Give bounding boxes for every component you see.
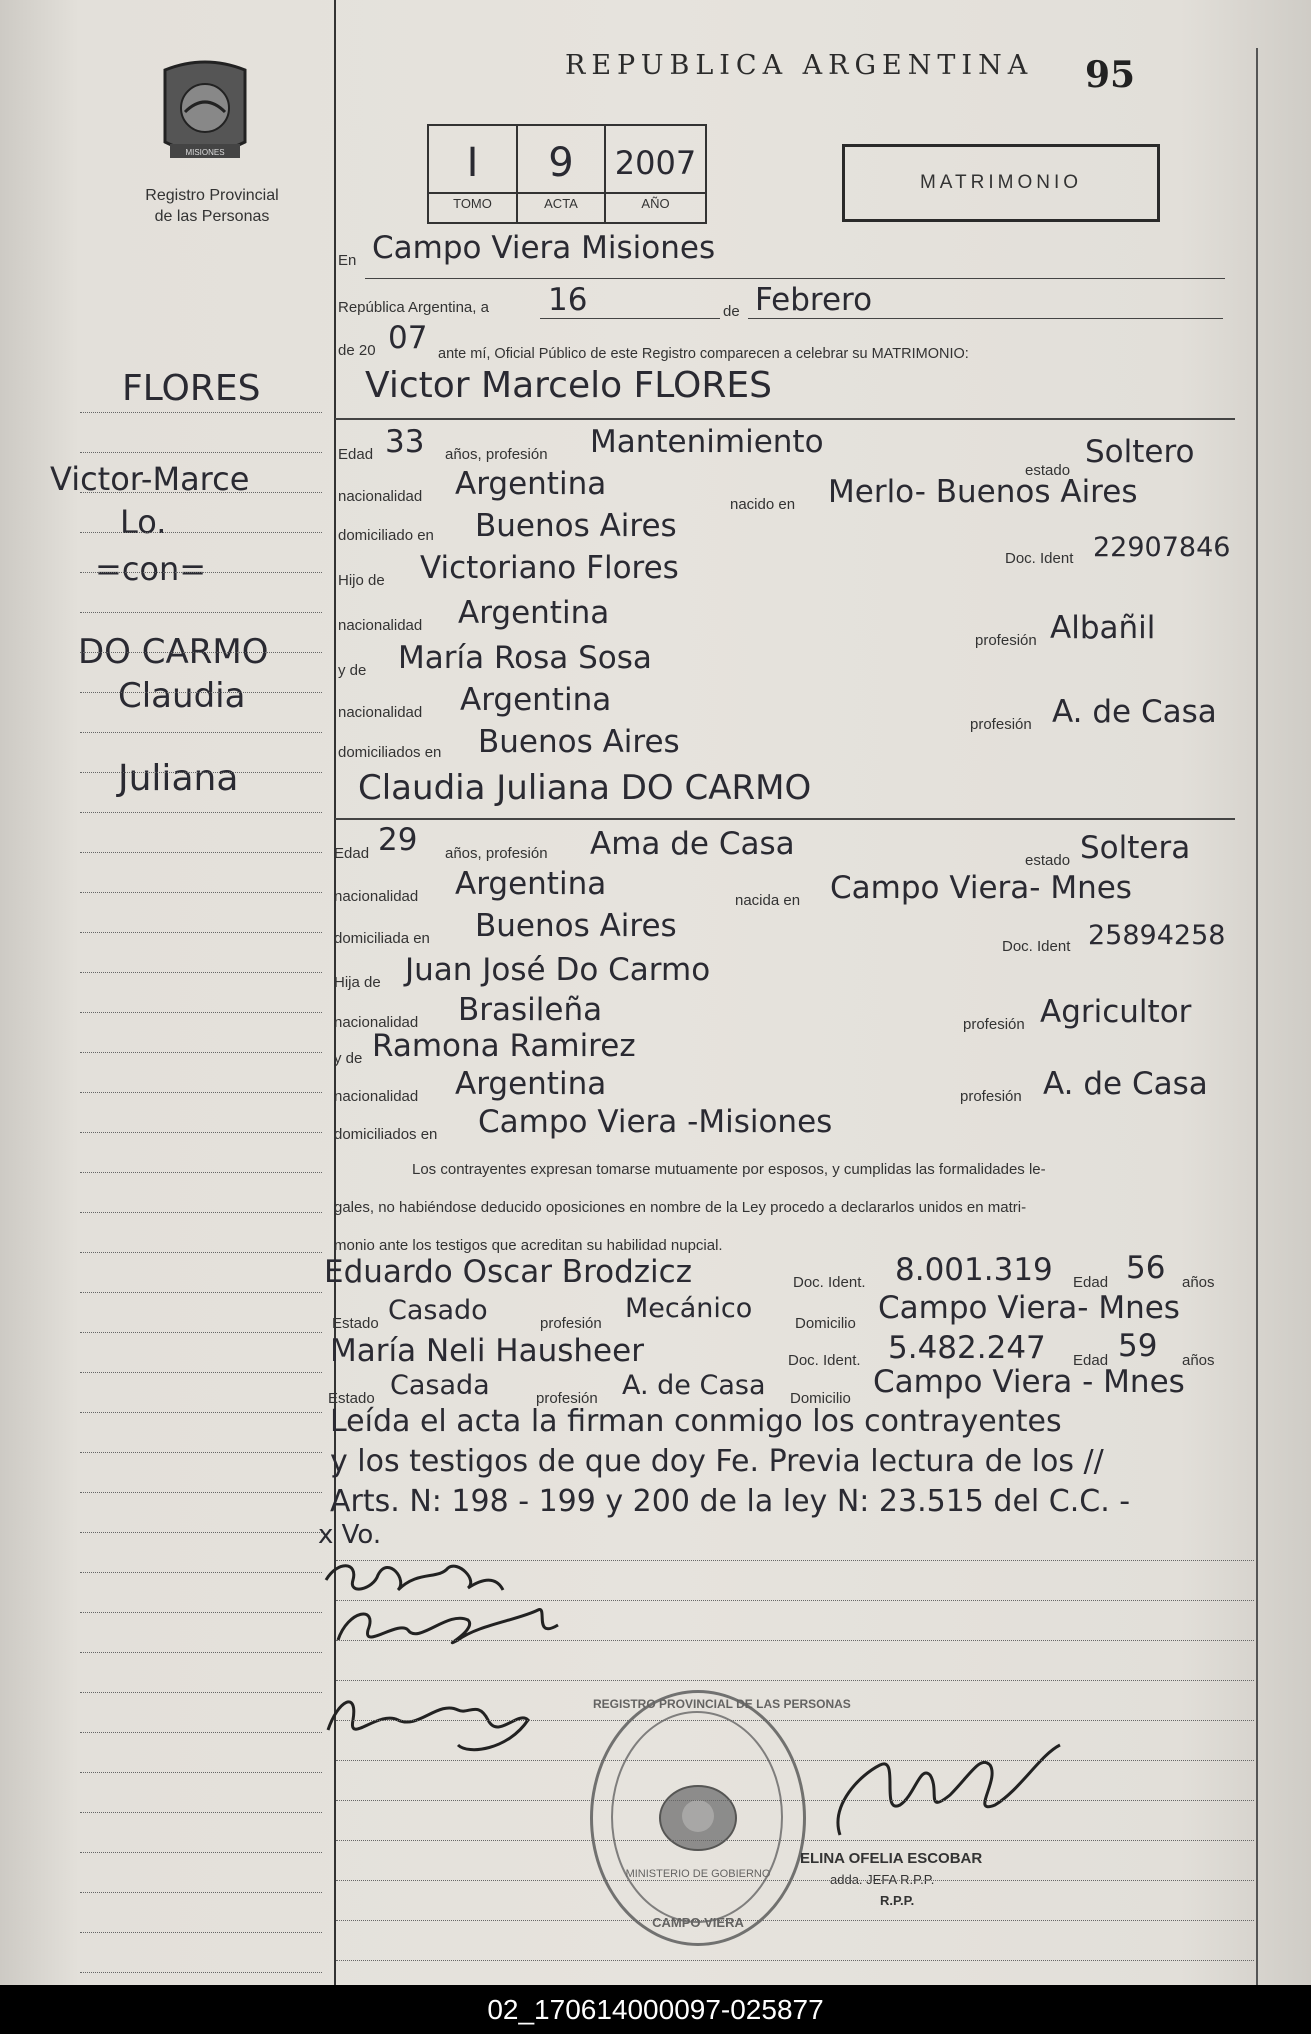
margin-dotted-line [80,532,322,533]
registry-line-1: Registro Provincial [145,187,279,204]
groom-profesion-label: años, profesión [445,446,548,463]
statement-line-2: gales, no habiéndose deducido oposiciones en nombre de la Ley procedo a declararlos unidos en matri- [334,1199,1027,1216]
statement-line-3: monio ante los testigos que acreditan su habilidad nupcial. [334,1237,723,1254]
tomo-value: I [466,140,479,186]
witness1-domicile: Campo Viera- Mnes [878,1290,1180,1326]
body-dotted-line [336,1640,1254,1641]
margin-dotted-line [80,1412,322,1413]
officer-signature [820,1735,1080,1855]
bride-marital: Soltera [1080,830,1191,866]
body-dotted-line [336,1880,1254,1881]
bride-profesion-label: años, profesión [445,845,548,862]
stamp-emblem-icon [648,1778,748,1858]
margin-dotted-line [80,412,322,413]
bride-mother-nationality: Argentina [455,1066,607,1102]
body-dotted-line [336,1600,1254,1601]
officer-name: ELINA OFELIA ESCOBAR [800,1850,983,1867]
witness1-doc-label: Doc. Ident. [793,1274,866,1291]
anio-label: AÑO [641,196,670,211]
margin-dotted-line [80,732,322,733]
groom-age: 33 [385,424,425,460]
witness1-doc: 8.001.319 [895,1252,1053,1288]
country-heading: REPUBLICA ARGENTINA [565,50,1034,81]
image-id-footer: 02_170614000097-025877 [0,1985,1311,2034]
groom-hijo-label: Hijo de [338,572,385,589]
witness2-doc: 5.482.247 [888,1330,1046,1366]
bride-mother-occupation: A. de Casa [1043,1066,1208,1102]
margin-surname-bride: DO CARMO [78,632,269,672]
bride-domicile: Buenos Aires [475,908,677,944]
witness2-occupation: A. de Casa [622,1370,766,1401]
groom-domicile: Buenos Aires [475,508,677,544]
official-stamp [590,1690,851,1946]
groom-parents-dom-label: domiciliados en [338,744,442,761]
margin-dotted-line [80,1052,322,1053]
groom-estado-label: estado [1025,462,1071,479]
groom-occupation: Mantenimiento [590,424,824,460]
groom-dom-label: domiciliado en [338,527,434,544]
margin-name-bride-cont: Juliana [118,758,239,799]
emblem-text: MISIONES [185,148,225,157]
year-prefix: de 20 [338,342,376,359]
margin-dotted-line [80,1492,322,1493]
margin-dotted-line [80,1652,322,1653]
margin-dotted-line [80,692,322,693]
bride-father: Juan José Do Carmo [405,952,711,988]
witness2-dom-label: Domicilio [790,1390,851,1407]
margin-dotted-line [80,1812,322,1813]
groom-father-nationality: Argentina [458,595,610,631]
page-number: 95 [1085,54,1136,96]
margin-dotted-line [80,652,322,653]
groom-doc: 22907846 [1093,532,1231,563]
bride-occupation: Ama de Casa [590,826,795,862]
month-value: Febrero [755,282,873,318]
closing-line-3: Arts. N: 198 - 199 y 200 de la ley N: 23.515 del C.C. - [330,1484,1131,1519]
margin-dotted-line [80,812,322,813]
body-dotted-line [336,1840,1254,1841]
margin-dotted-line [80,1012,322,1013]
margin-surname-groom: FLORES [122,368,261,409]
intro-text: ante mí, Oficial Público de este Registro comparecen a celebrar su MATRIMONIO: [438,346,969,362]
bride-born-label: nacida en [735,892,801,909]
groom-father-occupation: Albañil [1050,610,1156,646]
margin-dotted-line [80,852,322,853]
day-value: 16 [548,282,588,318]
groom-father: Victoriano Flores [420,550,679,586]
margin-dotted-line [80,1852,322,1853]
groom-doc-label: Doc. Ident [1005,550,1074,567]
margin-name-groom-cont: Lo. [120,503,167,541]
registry-line-2: de las Personas [154,208,270,225]
body-dotted-line [336,1680,1254,1681]
bride-doc-label: Doc. Ident [1002,938,1071,955]
republica-label: República Argentina, a [338,299,489,316]
year-suffix: 07 [388,320,428,356]
bride-mother-prof-label: profesión [960,1088,1022,1105]
witness1-name: Eduardo Oscar Brodzicz [324,1254,692,1290]
margin-dotted-line [80,1572,322,1573]
witness2-anos-label: años [1182,1352,1215,1369]
bride-yde-label: y de [334,1050,363,1067]
closing-line-1: Leída el acta la firman conmigo los contrayentes [330,1404,1062,1439]
witness1-occupation: Mecánico [625,1293,753,1324]
margin-dotted-line [80,1772,322,1773]
witness1-age: 56 [1126,1250,1166,1286]
margin-dotted-line [80,972,322,973]
groom-mother-prof-label: profesión [970,716,1032,733]
record-box [427,124,707,224]
witness2-prof-label: profesión [536,1390,598,1407]
witness2-domicile: Campo Viera - Mnes [873,1364,1185,1400]
margin-dotted-line [80,932,322,933]
margin-dotted-line [80,1252,322,1253]
bride-age-label: Edad [334,845,370,862]
page-edge-rule [1256,48,1258,1985]
stamp-bottom-text: CAMPO VIERA [652,1915,744,1930]
margin-dotted-line [80,572,322,573]
bride-estado-label: estado [1025,852,1071,869]
witness1-dom-label: Domicilio [795,1315,856,1332]
margin-dotted-line [80,1372,322,1373]
acta-value: 9 [548,140,574,186]
bride-nat-label: nacionalidad [334,888,419,905]
bride-mother: Ramona Ramirez [372,1028,636,1064]
groom-age-label: Edad [338,446,374,463]
bride-doc: 25894258 [1088,920,1226,951]
body-dotted-line [336,1560,1254,1561]
margin-dotted-line [80,612,322,613]
de-label: de [723,303,740,320]
province-emblem-icon [150,52,260,177]
body-dotted-line [336,1720,1254,1721]
witness2-age: 59 [1118,1328,1158,1364]
groom-father-prof-label: profesión [975,632,1037,649]
margin-dotted-line [80,492,322,493]
margin-dotted-line [80,1132,322,1133]
body-dotted-line [336,1760,1254,1761]
groom-parents-domicile: Buenos Aires [478,724,680,760]
acta-label: ACTA [544,196,578,211]
body-dotted-line [336,1960,1254,1961]
bride-hija-label: Hija de [334,974,381,991]
tomo-label: TOMO [453,196,492,211]
officer-title: adda. JEFA R.P.P. [830,1872,935,1887]
margin-dotted-line [80,1452,322,1453]
registry-title [112,185,312,227]
bride-name: Claudia Juliana DO CARMO [358,768,812,808]
witness1-anos-label: años [1182,1274,1215,1291]
witness1-prof-label: profesión [540,1315,602,1332]
margin-dotted-line [80,1692,322,1693]
margin-dotted-line [80,1292,322,1293]
bride-nationality: Argentina [455,866,607,902]
groom-nationality: Argentina [455,466,607,502]
bride-parents-dom-label: domiciliados en [334,1126,438,1143]
margin-dotted-line [80,1532,322,1533]
margin-dotted-line [80,1732,322,1733]
margin-dotted-line [80,1092,322,1093]
bride-father-nationality: Brasileña [458,992,603,1028]
body-dotted-line [336,1800,1254,1801]
groom-father-nat-label: nacionalidad [338,617,423,634]
margin-dotted-line [80,892,322,893]
groom-mother: María Rosa Sosa [398,640,652,676]
bride-father-nat-label: nacionalidad [334,1014,419,1031]
margin-dotted-line [80,1892,322,1893]
groom-mother-occupation: A. de Casa [1052,694,1217,730]
margin-dotted-line [80,1612,322,1613]
margin-name-groom: Victor-Marce [50,460,250,498]
stamp-inner-text: MINISTERIO DE GOBIERNO [625,1868,771,1880]
groom-marital: Soltero [1085,434,1195,470]
groom-birthplace: Merlo- Buenos Aires [828,474,1138,510]
signatures-contrayentes [318,1550,618,1760]
margin-name-bride: Claudia [118,676,246,716]
witness1-estado-label: Estado [332,1315,379,1332]
body-dotted-line [336,1920,1254,1921]
bride-mother-nat-label: nacionalidad [334,1088,419,1105]
witness2-doc-label: Doc. Ident. [788,1352,861,1369]
margin-dotted-line [80,452,322,453]
officer-office: R.P.P. [880,1893,915,1908]
witness2-age-label: Edad [1073,1352,1109,1369]
anio-value: 2007 [614,144,697,182]
groom-mother-nat-label: nacionalidad [338,704,423,721]
place-value: Campo Viera Misiones [372,230,716,266]
groom-mother-nationality: Argentina [460,682,612,718]
en-label: En [338,252,357,269]
groom-born-label: nacido en [730,496,796,513]
witness1-marital: Casado [388,1295,488,1326]
bride-father-prof-label: profesión [963,1016,1025,1033]
margin-dotted-line [80,1972,322,1973]
bride-age: 29 [378,822,418,858]
groom-nat-label: nacionalidad [338,488,423,505]
margin-dotted-line [80,1172,322,1173]
margin-dotted-line [80,1212,322,1213]
bride-father-occupation: Agricultor [1040,994,1192,1030]
bride-parents-domicile: Campo Viera -Misiones [478,1104,833,1140]
bride-dom-label: domiciliada en [334,930,430,947]
witness2-estado-label: Estado [328,1390,375,1407]
witness2-name: María Neli Hausheer [330,1333,644,1369]
stamp-ring-text: REGISTRO PROVINCIAL DE LAS PERSONAS [593,1697,851,1711]
margin-dotted-line [80,772,322,773]
margin-con: =con= [95,550,207,588]
margin-dotted-line [80,1932,322,1933]
witness1-age-label: Edad [1073,1274,1109,1291]
bride-birthplace: Campo Viera- Mnes [830,870,1132,906]
margin-dotted-line [80,1332,322,1333]
statement-line-1: Los contrayentes expresan tomarse mutuamente por esposos, y cumplidas las formalidades le- [412,1161,1046,1178]
groom-name: Victor Marcelo FLORES [365,365,772,406]
closing-line-2: y los testigos de que doy Fe. Previa lectura de los // [330,1444,1104,1479]
doc-type-box: MATRIMONIO [842,144,1160,222]
groom-yde-label: y de [338,662,367,679]
closing-line-4: x Vo. [318,1520,382,1550]
witness2-marital: Casada [390,1370,490,1401]
